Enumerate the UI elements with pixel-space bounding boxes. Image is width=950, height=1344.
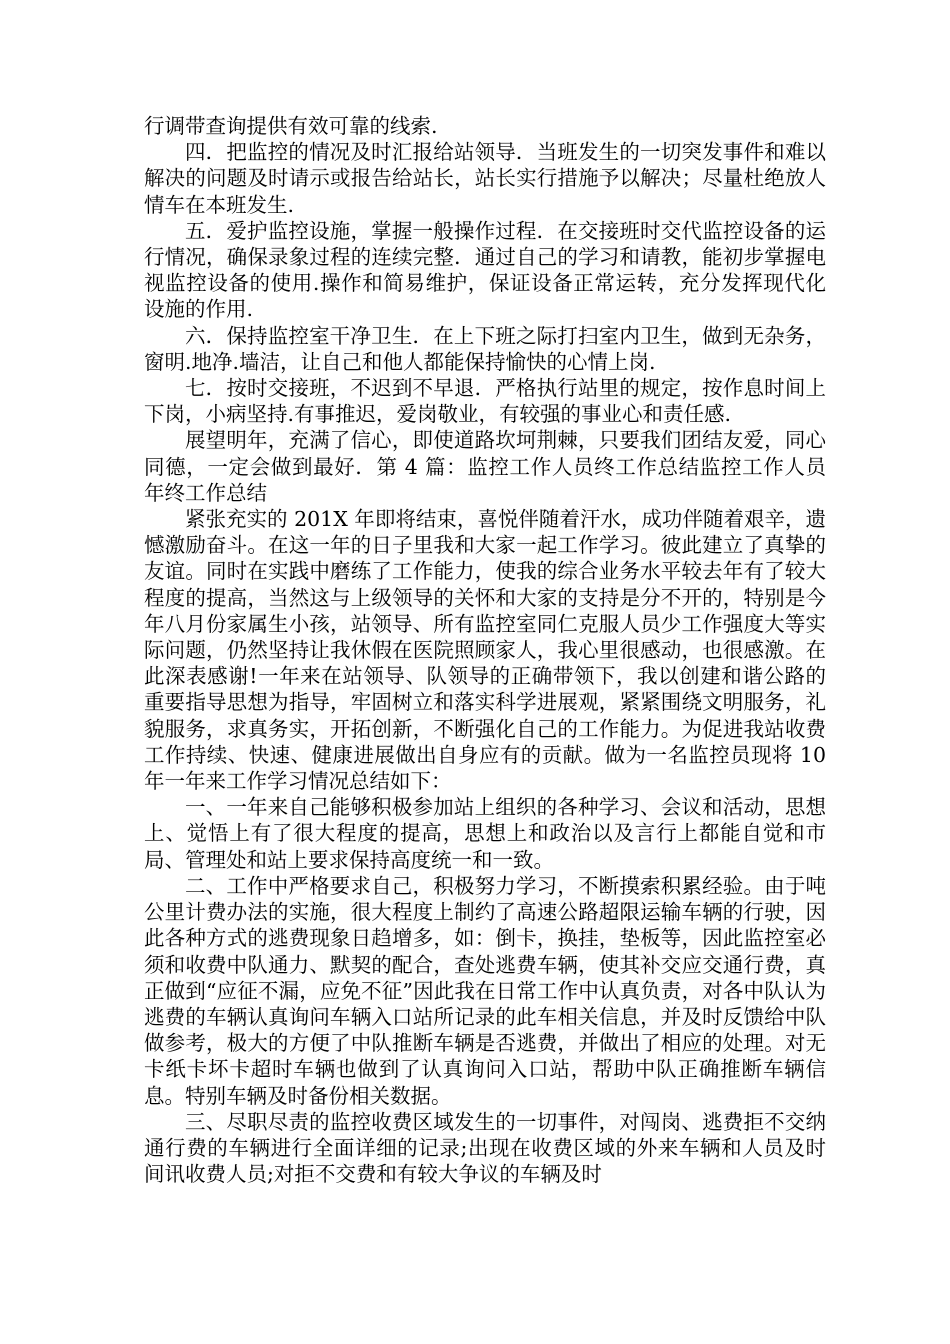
paragraph-7: 紧张充实的 201X 年即将结束，喜悦伴随着汗水，成功伴随着艰辛，遗憾激励奋斗。在这一年的日子里我和大家一起工作学习。彼此建立了真挚的友谊。同时在实践中磨练了工作能力，使我的综合业务水平较去年有了较大程度的提高，当然这与上级领导的关怀和大家的支持是分不开的，特别是今年八月份家属生小孩，站领导、所有监控室同仁克服人员少工作强度大等实际问题，仍然坚持让我休假在医院照顾家人，我心里很感动，也很感激。在此深表感谢!一年来在站领导、队领导的正确带领下，我以创建和谐公路的重要指导思想为指导，牢固树立和落实科学进展观，紧紧围绕文明服务，礼貌服务，求真务实，开拓创新，不断强化自己的工作能力。为促进我站收费工作持续、快速、健康进展做出自身应有的贡献。做为一名监控员现将 10 年一年来工作学习情况总结如下： [144, 507, 826, 794]
paragraph-4: 六．保持监控室干净卫生．在上下班之际打扫室内卫生，做到无杂务，窗明.地净.墙洁，让自己和他人都能保持愉快的心情上岗. [144, 323, 826, 374]
paragraph-6: 展望明年，充满了信心，即使道路坎坷荆棘，只要我们团结友爱，同心同德，一定会做到最好．第 4 篇：监控工作人员终工作总结监控工作人员年终工作总结 [144, 428, 826, 505]
paragraph-5: 七．按时交接班，不迟到不早退．严格执行站里的规定，按作息时间上下岗，小病坚持.有事推迟，爱岗敬业，有较强的事业心和责任感. [144, 376, 826, 427]
paragraph-1: 行调带查询提供有效可靠的线索. [144, 114, 438, 138]
paragraph-2: 四．把监控的情况及时汇报给站领导．当班发生的一切突发事件和难以解决的问题及时请示或报告给站长，站长实行措施予以解决；尽量杜绝放人情车在本班发生. [144, 140, 826, 217]
document-page [144, 113, 826, 1187]
paragraph-10: 三、尽职尽责的监控收费区域发生的一切事件，对闯岗、逃费拒不交纳通行费的车辆进行全面详细的记录;出现在收费区域的外来车辆和人员及时间讯收费人员;对拒不交费和有较大争议的车辆及时 [144, 1109, 826, 1187]
paragraph-3: 五．爱护监控设施，掌握一般操作过程．在交接班时交代监控设备的运行情况，确保录象过程的连续完整．通过自己的学习和请教，能初步掌握电视监控设备的使用.操作和简易维护，保证设备正常运转，充分发挥现代化设施的作用. [144, 218, 826, 322]
paragraph-8: 一、一年来自己能够积极参加站上组织的各种学习、会议和活动，思想上、觉悟上有了很大程度的提高，思想上和政治以及言行上都能自觉和市局、管理处和站上要求保持高度统一和一致。 [144, 795, 826, 872]
paragraph-9: 二、工作中严格要求自己，积极努力学习，不断摸索积累经验。由于吨公里计费办法的实施，很大程度上制约了高速公路超限运输车辆的行驶，因此各种方式的逃费现象日趋增多，如：倒卡，换挂，垫板等，因此监控室必须和收费中队通力、默契的配合，查处逃费车辆，使其补交应交通行费，真正做到“应征不漏，应免不征”因此我在日常工作中认真负责，对各中队认为逃费的车辆认真询问车辆入口站所记录的此车相关信息，并及时反馈给中队做参考，极大的方便了中队推断车辆是否逃费，并做出了相应的处理。对无卡纸卡坏卡超时车辆也做到了认真询问入口站，帮助中队正确推断车辆信息。特别车辆及时备份相关数据。 [144, 873, 826, 1108]
